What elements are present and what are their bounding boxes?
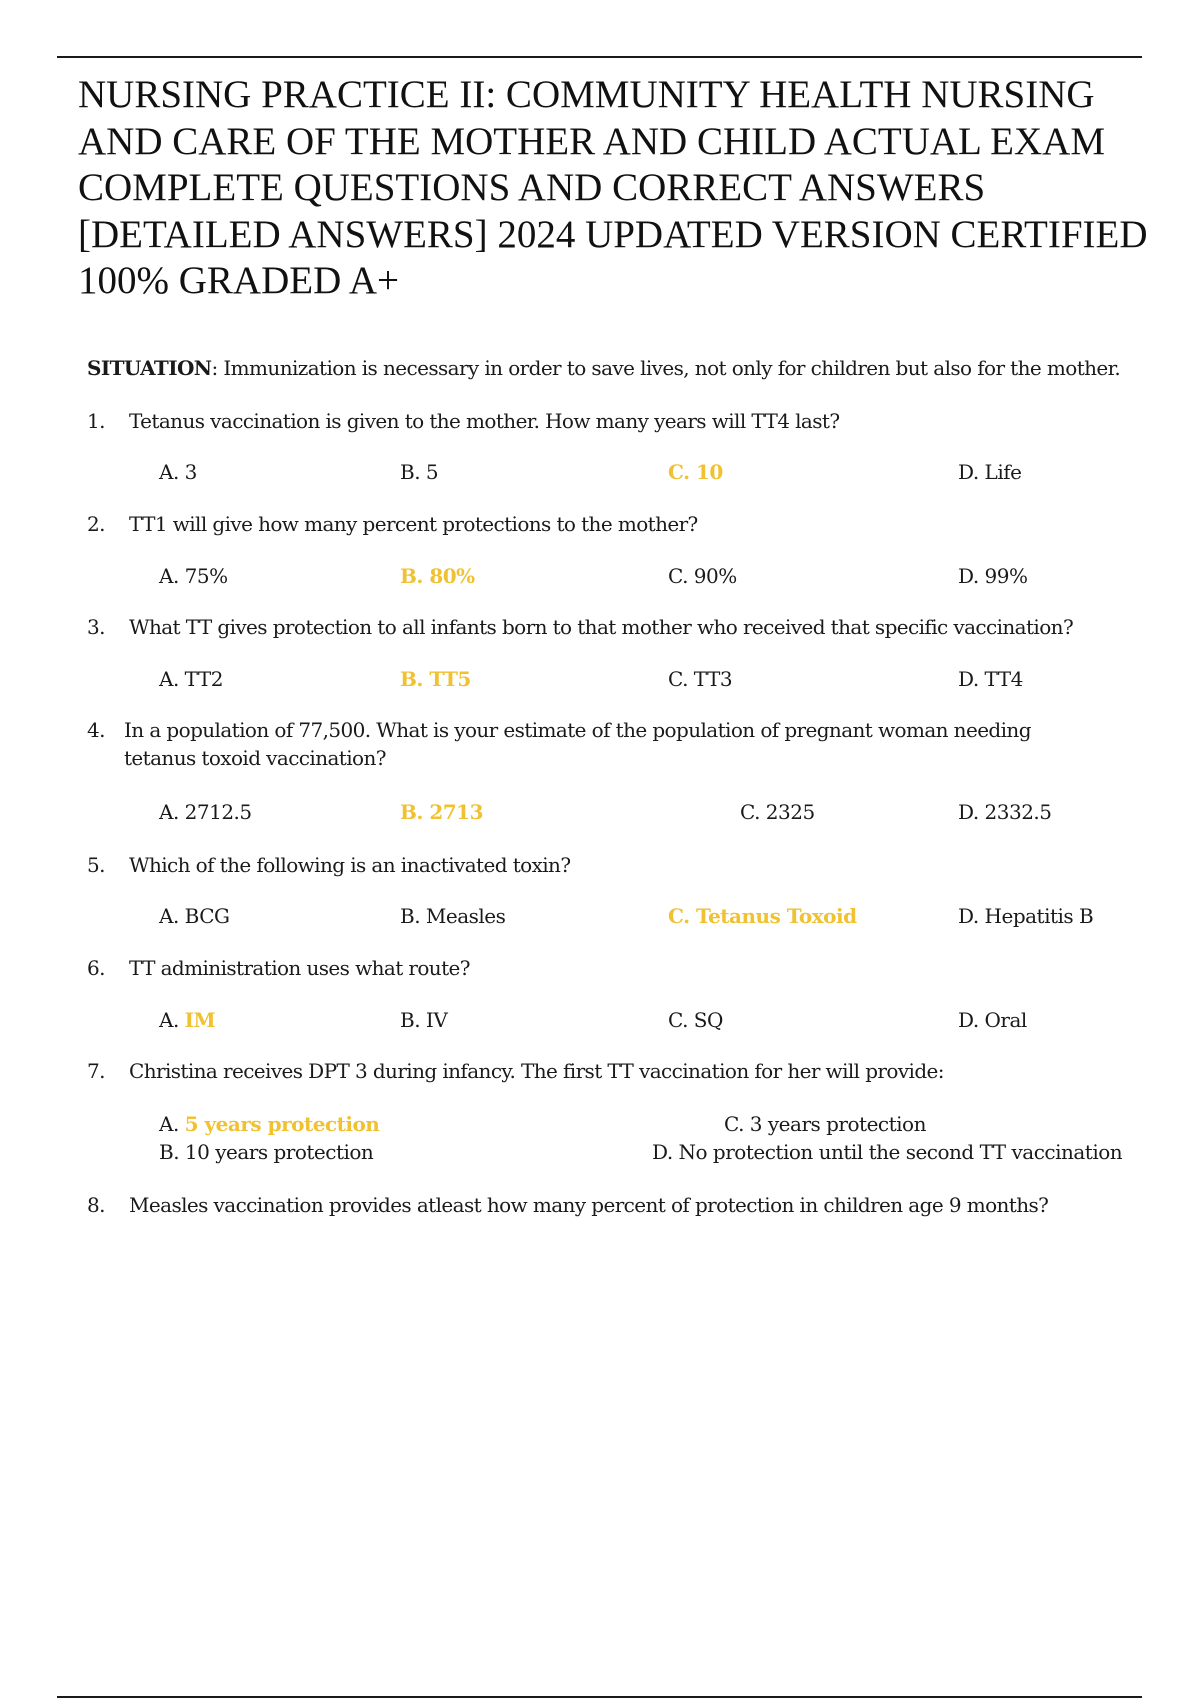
question-3 [87, 615, 1073, 639]
q4-option-a: A. 2712.5 [159, 800, 252, 824]
q7-option-a-prefix: A. [159, 1112, 179, 1136]
q3-option-a: A. TT2 [159, 667, 223, 691]
question-1 [87, 409, 839, 433]
q2-option-a: A. 75% [159, 564, 228, 588]
q3-option-c: C. TT3 [668, 667, 733, 691]
q2-option-d: D. 99% [958, 564, 1028, 588]
q7-option-b: B. 10 years protection [159, 1140, 374, 1164]
q4-option-d: D. 2332.5 [958, 800, 1052, 824]
question-text: What TT gives protection to all infants born to that mother who received that specific vaccination? [129, 615, 1074, 639]
q4-option-c: C. 2325 [740, 800, 815, 824]
q4-option-b-correct: B. 2713 [400, 800, 483, 824]
q5-option-a: A. BCG [159, 904, 230, 928]
q1-option-a: A. 3 [159, 460, 197, 484]
q6-option-d: D. Oral [958, 1008, 1027, 1032]
q3-option-d: D. TT4 [958, 667, 1023, 691]
question-6 [87, 956, 470, 980]
q1-option-b: B. 5 [400, 460, 439, 484]
q7-option-a [159, 1112, 379, 1136]
q6-option-a-prefix: A. [159, 1008, 179, 1032]
q6-option-a-answer-correct: IM [184, 1008, 216, 1032]
q5-option-b: B. Measles [400, 904, 506, 928]
situation-label: SITUATION [87, 356, 212, 380]
title-line-4: [DETAILED ANSWERS] 2024 UPDATED VERSION CERTIFIED [78, 212, 1148, 256]
question-text: TT1 will give how many percent protections to the mother? [129, 512, 698, 536]
situation-text: : Immunization is necessary in order to save lives, not only for children but also for the mother. [211, 356, 1121, 380]
title-line-3: COMPLETE QUESTIONS AND CORRECT ANSWERS [78, 166, 986, 209]
question-number: 2. [87, 512, 105, 536]
q3-option-b-correct: B. TT5 [400, 667, 471, 691]
q2-option-b-correct: B. 80% [400, 564, 475, 588]
question-number: 6. [87, 956, 105, 980]
question-8 [87, 1193, 1048, 1217]
q1-option-d: D. Life [958, 460, 1022, 484]
q7-option-a-answer-correct: 5 years protection [184, 1112, 380, 1136]
question-4 [87, 716, 1087, 772]
q7-option-c: C. 3 years protection [724, 1112, 926, 1136]
question-2 [87, 512, 698, 536]
question-number: 1. [87, 409, 105, 433]
question-number: 3. [87, 615, 105, 639]
question-text: TT administration uses what route? [129, 956, 470, 980]
title-line-2: AND CARE OF THE MOTHER AND CHILD ACTUAL EXAM [78, 119, 1106, 163]
situation-paragraph [87, 356, 1120, 380]
q7-option-d: D. No protection until the second TT vaccination [652, 1140, 1123, 1164]
q5-option-c-correct: C. Tetanus Toxoid [668, 904, 857, 928]
q6-option-b: B. IV [400, 1008, 448, 1032]
question-5 [87, 853, 570, 877]
question-text-line-2: tetanus toxoid vaccination? [124, 746, 386, 770]
question-number: 7. [87, 1059, 105, 1083]
top-rule [57, 56, 1142, 58]
bottom-rule [57, 1696, 1142, 1698]
q2-option-c: C. 90% [668, 564, 737, 588]
document-title [78, 72, 1198, 305]
title-line-5: 100% GRADED A+ [78, 259, 399, 302]
question-number: 4. [87, 718, 105, 742]
question-text: Tetanus vaccination is given to the mother. How many years will TT4 last? [129, 409, 840, 433]
question-text: Which of the following is an inactivated toxin? [129, 853, 571, 877]
q5-option-d: D. Hepatitis B [958, 904, 1094, 928]
question-text: Christina receives DPT 3 during infancy. The first TT vaccination for her will provide: [129, 1059, 944, 1083]
question-text-line-1: In a population of 77,500. What is your estimate of the population of pregnant woman needing [124, 718, 1031, 742]
q6-option-a [159, 1008, 215, 1032]
question-text: Measles vaccination provides atleast how many percent of protection in children age 9 months? [129, 1193, 1049, 1217]
question-number: 5. [87, 853, 105, 877]
q1-option-c-correct: C. 10 [668, 460, 723, 484]
title-line-1: NURSING PRACTICE II: COMMUNITY HEALTH NURSING [78, 73, 1095, 116]
question-7 [87, 1059, 944, 1083]
question-number: 8. [87, 1193, 105, 1217]
q6-option-c: C. SQ [668, 1008, 723, 1032]
